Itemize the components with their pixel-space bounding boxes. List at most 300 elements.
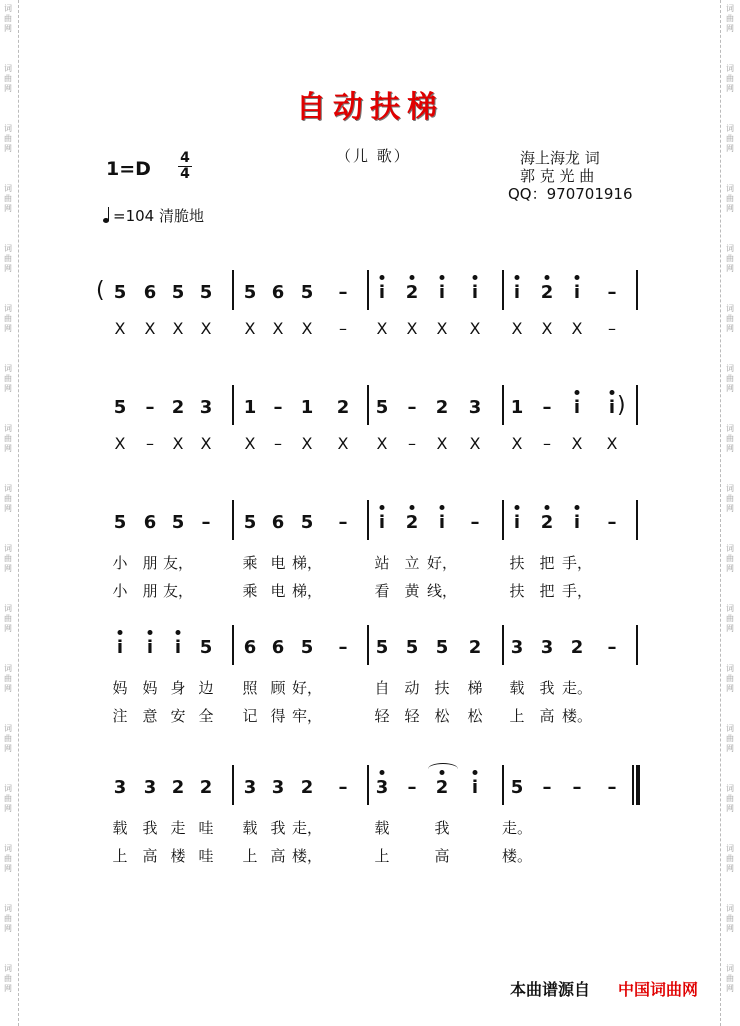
bar-line xyxy=(367,385,369,425)
note: – xyxy=(572,777,582,798)
watermark-char: 网 xyxy=(4,984,12,993)
note: i xyxy=(573,282,581,303)
watermark-char: 网 xyxy=(4,504,12,513)
watermark-text xyxy=(0,364,16,394)
watermark-char: 网 xyxy=(726,504,734,513)
lyric-verse1: 载 xyxy=(509,679,525,697)
time-denominator: 4 xyxy=(178,166,192,182)
lyric-verse2: 全 xyxy=(198,707,214,725)
note: i xyxy=(513,282,521,303)
note: 6 xyxy=(143,512,157,533)
watermark-char: 词 xyxy=(4,544,12,553)
watermark-text xyxy=(722,184,738,214)
left-watermark-column xyxy=(0,0,16,1026)
watermark-char: 词 xyxy=(4,904,12,913)
watermark-char: 曲 xyxy=(726,74,734,83)
watermark-char: 网 xyxy=(726,744,734,753)
rhythm-mark: X xyxy=(511,319,523,338)
watermark-text xyxy=(722,964,738,994)
watermark-char: 网 xyxy=(726,204,734,213)
watermark-char: 词 xyxy=(726,364,734,373)
watermark-char: 曲 xyxy=(4,314,12,323)
watermark-char: 曲 xyxy=(726,14,734,23)
bar-line xyxy=(367,765,369,805)
rhythm-mark: X xyxy=(406,319,418,338)
watermark-char: 曲 xyxy=(726,434,734,443)
watermark-char: 曲 xyxy=(4,794,12,803)
footer-source-label: 本曲谱源自 xyxy=(510,980,591,999)
watermark-char: 词 xyxy=(4,784,12,793)
octave-dot xyxy=(380,505,385,510)
watermark-text xyxy=(722,244,738,274)
lyric-verse2: 松 xyxy=(467,707,483,725)
watermark-char: 词 xyxy=(726,964,734,973)
lyric-verse2: 轻 xyxy=(404,707,420,725)
note: 5 xyxy=(171,512,185,533)
watermark-char: 曲 xyxy=(726,134,734,143)
watermark-char: 网 xyxy=(4,744,12,753)
watermark-text xyxy=(722,844,738,874)
lyric-verse1: 手， xyxy=(562,554,593,572)
watermark-char: 网 xyxy=(4,384,12,393)
note: i xyxy=(608,397,616,418)
watermark-char: 词 xyxy=(726,484,734,493)
note: – xyxy=(201,512,211,533)
note: 1 xyxy=(300,397,314,418)
lyric-verse1: 妈 xyxy=(142,679,158,697)
bar-line xyxy=(232,625,234,665)
watermark-char: 词 xyxy=(726,664,734,673)
lyric-verse1: 走， xyxy=(292,819,323,837)
watermark-char: 词 xyxy=(4,664,12,673)
octave-dot xyxy=(610,390,615,395)
bar-line xyxy=(502,625,504,665)
lyric-verse1: 梯， xyxy=(292,554,323,572)
octave-dot xyxy=(380,275,385,280)
lyric-verse1: 身 xyxy=(170,679,186,697)
rhythm-mark: X xyxy=(469,434,481,453)
rhythm-mark: X xyxy=(571,319,583,338)
note: – xyxy=(607,512,617,533)
lyric-verse2: 扶 xyxy=(509,582,525,600)
lyric-verse1: 乘 xyxy=(242,554,258,572)
watermark-text xyxy=(0,244,16,274)
watermark-char: 词 xyxy=(4,244,12,253)
watermark-text xyxy=(0,304,16,334)
watermark-char: 网 xyxy=(4,204,12,213)
lyric-verse2: 楼， xyxy=(292,847,323,865)
note: i xyxy=(438,512,446,533)
watermark-char: 曲 xyxy=(726,374,734,383)
watermark-char: 网 xyxy=(726,324,734,333)
bar-line xyxy=(232,765,234,805)
lyric-verse1: 自 xyxy=(374,679,390,697)
note: – xyxy=(407,397,417,418)
rhythm-mark: X xyxy=(337,434,349,453)
note: i xyxy=(573,512,581,533)
rhythm-mark: X xyxy=(200,434,212,453)
watermark-text xyxy=(0,604,16,634)
lyric-verse1: 我 xyxy=(434,819,450,837)
rhythm-mark: X xyxy=(172,319,184,338)
watermark-text xyxy=(722,724,738,754)
watermark-char: 词 xyxy=(726,124,734,133)
note: – xyxy=(407,777,417,798)
watermark-char: 曲 xyxy=(726,914,734,923)
octave-dot xyxy=(545,275,550,280)
note: 2 xyxy=(199,777,213,798)
note: 5 xyxy=(243,512,257,533)
note: 2 xyxy=(171,777,185,798)
watermark-char: 曲 xyxy=(726,314,734,323)
lyric-verse2: 上 xyxy=(509,707,525,725)
note: 5 xyxy=(435,637,449,658)
note: i xyxy=(146,637,154,658)
watermark-char: 曲 xyxy=(726,614,734,623)
note: i xyxy=(573,397,581,418)
watermark-char: 曲 xyxy=(726,194,734,203)
rhythm-mark: X xyxy=(511,434,523,453)
watermark-char: 曲 xyxy=(4,974,12,983)
watermark-text xyxy=(722,4,738,34)
watermark-text xyxy=(0,544,16,574)
repeat-open-paren: ( xyxy=(96,278,105,303)
note: 5 xyxy=(171,282,185,303)
lyric-verse2: 意 xyxy=(142,707,158,725)
watermark-char: 曲 xyxy=(4,14,12,23)
lyric-verse2: 看 xyxy=(374,582,390,600)
note: 2 xyxy=(540,282,554,303)
note: 3 xyxy=(510,637,524,658)
time-signature xyxy=(178,151,192,182)
note: 5 xyxy=(510,777,524,798)
bar-line xyxy=(367,500,369,540)
rhythm-mark: – xyxy=(274,434,282,453)
watermark-char: 网 xyxy=(726,564,734,573)
note: 3 xyxy=(113,777,127,798)
watermark-char: 曲 xyxy=(4,74,12,83)
watermark-char: 词 xyxy=(4,364,12,373)
lyric-verse1: 走。 xyxy=(562,679,593,697)
note: 3 xyxy=(271,777,285,798)
watermark-char: 曲 xyxy=(4,734,12,743)
watermark-text xyxy=(722,904,738,934)
octave-dot xyxy=(515,505,520,510)
rhythm-mark: X xyxy=(244,434,256,453)
rhythm-mark: X xyxy=(114,319,126,338)
octave-dot xyxy=(440,505,445,510)
note: 6 xyxy=(271,637,285,658)
watermark-char: 曲 xyxy=(726,554,734,563)
watermark-char: 曲 xyxy=(4,854,12,863)
octave-dot xyxy=(176,630,181,635)
key-signature: 1=D xyxy=(106,158,151,180)
watermark-text xyxy=(0,484,16,514)
rhythm-mark: X xyxy=(606,434,618,453)
note: 2 xyxy=(540,512,554,533)
lyric-verse1: 走。 xyxy=(502,819,533,837)
end-bar-line xyxy=(636,625,638,665)
watermark-char: 曲 xyxy=(4,674,12,683)
watermark-char: 词 xyxy=(4,304,12,313)
rhythm-mark: X xyxy=(172,434,184,453)
note: i xyxy=(116,637,124,658)
note: 2 xyxy=(468,637,482,658)
watermark-char: 曲 xyxy=(4,254,12,263)
lyric-verse2: 得 xyxy=(270,707,286,725)
slur xyxy=(428,763,458,775)
watermark-text xyxy=(722,124,738,154)
note: 5 xyxy=(375,637,389,658)
watermark-text xyxy=(0,904,16,934)
lyric-verse1: 好， xyxy=(292,679,323,697)
watermark-char: 网 xyxy=(726,804,734,813)
octave-dot xyxy=(118,630,123,635)
rhythm-mark: X xyxy=(436,319,448,338)
watermark-char: 网 xyxy=(4,864,12,873)
footer-site-name: 中国词曲网 xyxy=(618,980,699,999)
watermark-char: 曲 xyxy=(4,194,12,203)
watermark-char: 网 xyxy=(4,144,12,153)
lyric-verse2: 上 xyxy=(374,847,390,865)
octave-dot xyxy=(545,505,550,510)
watermark-text xyxy=(0,664,16,694)
watermark-char: 网 xyxy=(4,564,12,573)
end-bar-line xyxy=(636,500,638,540)
watermark-text xyxy=(0,964,16,994)
octave-dot xyxy=(148,630,153,635)
right-margin-line xyxy=(720,0,721,1026)
watermark-text xyxy=(722,364,738,394)
watermark-char: 词 xyxy=(4,424,12,433)
note: 2 xyxy=(300,777,314,798)
rhythm-mark: X xyxy=(200,319,212,338)
note: i xyxy=(174,637,182,658)
rhythm-mark: X xyxy=(436,434,448,453)
lyric-verse2: 楼。 xyxy=(562,707,593,725)
note: 2 xyxy=(405,512,419,533)
watermark-char: 曲 xyxy=(726,854,734,863)
note: 5 xyxy=(300,637,314,658)
note: – xyxy=(470,512,480,533)
rhythm-mark: X xyxy=(272,319,284,338)
lyric-verse1: 顾 xyxy=(270,679,286,697)
rhythm-mark: X xyxy=(244,319,256,338)
lyric-verse2: 牢， xyxy=(292,707,323,725)
bar-line xyxy=(502,500,504,540)
watermark-char: 曲 xyxy=(4,134,12,143)
watermark-char: 曲 xyxy=(4,434,12,443)
lyric-verse2: 楼 xyxy=(170,847,186,865)
rhythm-mark: X xyxy=(301,319,313,338)
lyric-verse2: 梯， xyxy=(292,582,323,600)
watermark-char: 网 xyxy=(726,684,734,693)
rhythm-mark: – xyxy=(339,319,347,338)
rhythm-mark: – xyxy=(608,319,616,338)
lyric-verse2: 安 xyxy=(170,707,186,725)
watermark-char: 网 xyxy=(726,84,734,93)
lyric-verse2: 注 xyxy=(112,707,128,725)
watermark-text xyxy=(0,424,16,454)
watermark-text xyxy=(722,424,738,454)
note: 5 xyxy=(113,282,127,303)
watermark-char: 词 xyxy=(4,64,12,73)
note: – xyxy=(145,397,155,418)
bar-line xyxy=(502,385,504,425)
note: 2 xyxy=(570,637,584,658)
lyric-verse1: 梯 xyxy=(467,679,483,697)
lyric-verse1: 电 xyxy=(270,554,286,572)
note: i xyxy=(471,282,479,303)
note: 2 xyxy=(435,777,449,798)
lyric-verse1: 站 xyxy=(374,554,390,572)
watermark-char: 曲 xyxy=(4,614,12,623)
watermark-text xyxy=(0,184,16,214)
watermark-char: 词 xyxy=(4,604,12,613)
watermark-char: 网 xyxy=(726,624,734,633)
note: 3 xyxy=(375,777,389,798)
watermark-text xyxy=(722,784,738,814)
right-watermark-column xyxy=(722,0,738,1026)
watermark-char: 网 xyxy=(4,624,12,633)
lyric-verse2: 友， xyxy=(163,582,194,600)
watermark-char: 曲 xyxy=(4,374,12,383)
final-bar-line-thick xyxy=(637,765,640,805)
lyric-verse2: 手， xyxy=(562,582,593,600)
lyric-verse2: 哇 xyxy=(198,847,214,865)
lyric-verse1: 友， xyxy=(163,554,194,572)
watermark-char: 曲 xyxy=(726,734,734,743)
watermark-char: 词 xyxy=(726,844,734,853)
lyric-verse1: 照 xyxy=(242,679,258,697)
octave-dot xyxy=(575,505,580,510)
note: 2 xyxy=(405,282,419,303)
note: 5 xyxy=(300,512,314,533)
lyric-verse2: 松 xyxy=(434,707,450,725)
note: – xyxy=(542,777,552,798)
repeat-close-paren: ) xyxy=(617,393,626,418)
note: 3 xyxy=(540,637,554,658)
rhythm-mark: X xyxy=(376,319,388,338)
watermark-char: 词 xyxy=(726,724,734,733)
watermark-char: 网 xyxy=(726,444,734,453)
bar-line xyxy=(502,765,504,805)
watermark-char: 曲 xyxy=(726,494,734,503)
watermark-char: 网 xyxy=(4,264,12,273)
note: 5 xyxy=(199,282,213,303)
watermark-char: 词 xyxy=(726,304,734,313)
rhythm-mark: – xyxy=(543,434,551,453)
end-bar-line xyxy=(636,270,638,310)
bar-line xyxy=(232,500,234,540)
lyric-verse1: 把 xyxy=(539,554,555,572)
bar-line xyxy=(232,385,234,425)
watermark-char: 词 xyxy=(726,544,734,553)
watermark-char: 词 xyxy=(4,484,12,493)
note: 3 xyxy=(243,777,257,798)
watermark-text xyxy=(722,484,738,514)
note: 6 xyxy=(271,512,285,533)
watermark-text xyxy=(0,784,16,814)
watermark-char: 曲 xyxy=(4,494,12,503)
note: – xyxy=(338,637,348,658)
lyric-verse1: 妈 xyxy=(112,679,128,697)
note: 6 xyxy=(243,637,257,658)
octave-dot xyxy=(515,275,520,280)
lyric-verse2: 把 xyxy=(539,582,555,600)
watermark-char: 网 xyxy=(4,684,12,693)
lyric-verse2: 轻 xyxy=(374,707,390,725)
bar-line xyxy=(502,270,504,310)
note: – xyxy=(542,397,552,418)
watermark-char: 词 xyxy=(726,184,734,193)
lyric-verse1: 我 xyxy=(270,819,286,837)
watermark-char: 词 xyxy=(4,4,12,13)
watermark-char: 曲 xyxy=(726,974,734,983)
watermark-char: 网 xyxy=(726,924,734,933)
bar-line xyxy=(232,270,234,310)
composer-credit: 郭 克 光 曲 xyxy=(520,167,595,185)
lyric-verse1: 我 xyxy=(142,819,158,837)
watermark-text xyxy=(722,544,738,574)
lyric-verse1: 载 xyxy=(242,819,258,837)
watermark-char: 词 xyxy=(726,424,734,433)
watermark-text xyxy=(722,604,738,634)
note: 5 xyxy=(405,637,419,658)
watermark-char: 曲 xyxy=(4,554,12,563)
note: – xyxy=(607,282,617,303)
rhythm-mark: – xyxy=(146,434,154,453)
tempo-marking xyxy=(103,205,204,226)
watermark-char: 词 xyxy=(726,64,734,73)
watermark-char: 网 xyxy=(4,324,12,333)
octave-dot xyxy=(575,275,580,280)
octave-dot xyxy=(473,275,478,280)
lyric-verse1: 朋 xyxy=(142,554,158,572)
time-numerator: 4 xyxy=(180,150,190,166)
note: 5 xyxy=(199,637,213,658)
octave-dot xyxy=(473,770,478,775)
lyric-verse2: 高 xyxy=(270,847,286,865)
note: 5 xyxy=(375,397,389,418)
watermark-char: 网 xyxy=(726,264,734,273)
end-bar-line xyxy=(636,385,638,425)
watermark-char: 词 xyxy=(726,4,734,13)
watermark-text xyxy=(0,124,16,154)
octave-dot xyxy=(575,390,580,395)
watermark-char: 词 xyxy=(4,184,12,193)
watermark-char: 词 xyxy=(4,724,12,733)
octave-dot xyxy=(410,505,415,510)
qq-contact: QQ：970701916 xyxy=(508,185,633,203)
octave-dot xyxy=(440,275,445,280)
note: 5 xyxy=(243,282,257,303)
note: i xyxy=(438,282,446,303)
lyric-verse2: 高 xyxy=(539,707,555,725)
lyric-verse1: 扶 xyxy=(434,679,450,697)
rhythm-mark: X xyxy=(376,434,388,453)
note: – xyxy=(338,777,348,798)
lyric-verse2: 高 xyxy=(434,847,450,865)
lyric-verse1: 好， xyxy=(427,554,458,572)
watermark-char: 词 xyxy=(726,244,734,253)
note: – xyxy=(338,512,348,533)
watermark-text xyxy=(0,4,16,34)
watermark-char: 网 xyxy=(4,444,12,453)
lyric-verse1: 载 xyxy=(112,819,128,837)
lyric-verse1: 我 xyxy=(539,679,555,697)
note: 3 xyxy=(143,777,157,798)
